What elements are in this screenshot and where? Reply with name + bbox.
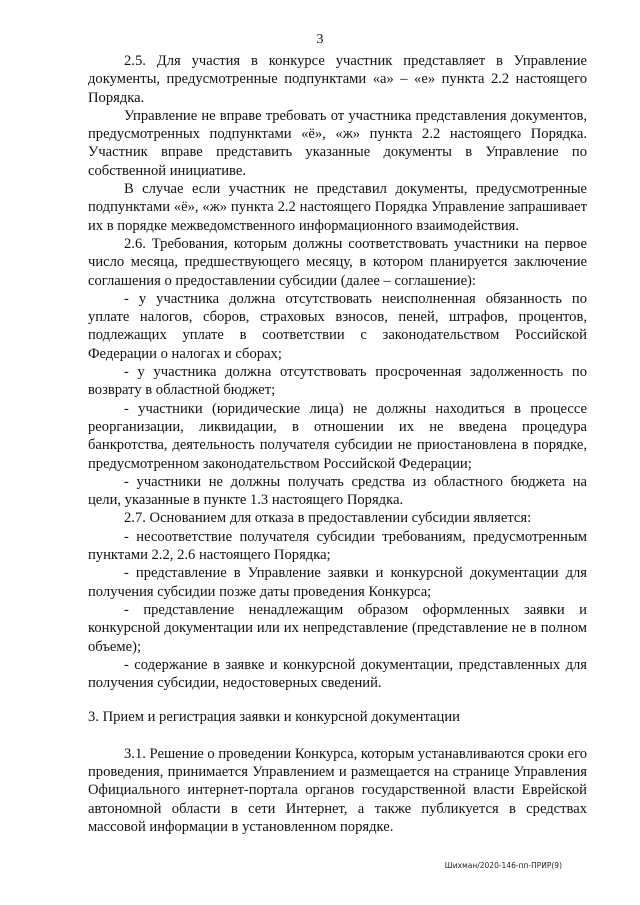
refusal-item: - представление ненадлежащим образом оформленных заявки и конкурсной документации или их непредставление (представление не в полном объеме);: [88, 601, 587, 655]
paragraph-management-restriction: Управление не вправе требовать от участника представления документов, предусмотренных подпунктами «ё», «ж» пункта 2.2 настоящего Порядка. Участник вправе представить указанные документы в Управление по собственной инициативе.: [88, 107, 587, 179]
requirement-item: - у участника должна отсутствовать неисполненная обязанность по уплате налогов, сборов, страховых взносов, пеней, штрафов, процентов, подлежащих уплате в соответствии с законодательством Российской Федерации о налогах и сборах;: [88, 290, 587, 362]
paragraph-interagency-request: В случае если участник не представил документы, предусмотренные подпунктами «ё», «ж» пункта 2.2 настоящего Порядка Управление запрашивает их в порядке межведомственного информационного взаимодействия.: [88, 181, 587, 234]
paragraph-2-7: 2.7. Основанием для отказа в предоставлении субсидии является:: [124, 510, 532, 527]
requirement-item: - участники (юридические лица) не должны находиться в процессе реорганизации, ликвидации, в отношении их не введена процедура банкротства, деятельность получателя субсидии не приостановлена в порядке, предусмотренном законодательством Российской Федерации;: [88, 400, 587, 472]
paragraph-2-6: 2.6. Требования, которым должны соответствовать участники на первое число месяца, предшествующего месяцу, в котором планируется заключение соглашения о предоставлении субсидии (далее – соглашение):: [88, 235, 587, 289]
requirement-item: - участники не должны получать средства из областного бюджета на цели, указанные в пункте 1.3 настоящего Порядка.: [88, 473, 587, 509]
paragraph-3-1: 3.1. Решение о проведении Конкурса, которым устанавливаются сроки его проведения, принимается Управлением и размещается на странице Управления Официального интернет-портала органов государственной власти Еврейской автономной области в сети Интернет, а также публикуется в средствах массовой информации в установленном порядке.: [88, 745, 587, 835]
paragraph-2-5: 2.5. Для участия в конкурсе участник представляет в Управление документы, предусмотренные подпунктами «а» – «е» пункта 2.2 настоящего Порядка.: [88, 53, 587, 106]
section-heading: 3. Прием и регистрация заявки и конкурсной документации: [88, 709, 460, 726]
requirement-item: - у участника должна отсутствовать просроченная задолженность по возврату в областной бюджет;: [88, 364, 587, 399]
refusal-item: - несоответствие получателя субсидии требованиям, предусмотренным пунктами 2.2, 2.6 настоящего Порядка;: [88, 528, 587, 564]
refusal-item: - содержание в заявке и конкурсной документации, представленных для получения субсидии, недостоверных сведений.: [88, 656, 587, 692]
page-number: 3: [316, 32, 324, 47]
refusal-item: - представление в Управление заявки и конкурсной документации для получения субсидии позже даты проведения Конкурса;: [88, 565, 587, 600]
document-body: [88, 52, 587, 836]
document-code-footer: Шихман/2020-146-пп-ПРИР(9): [444, 861, 562, 870]
